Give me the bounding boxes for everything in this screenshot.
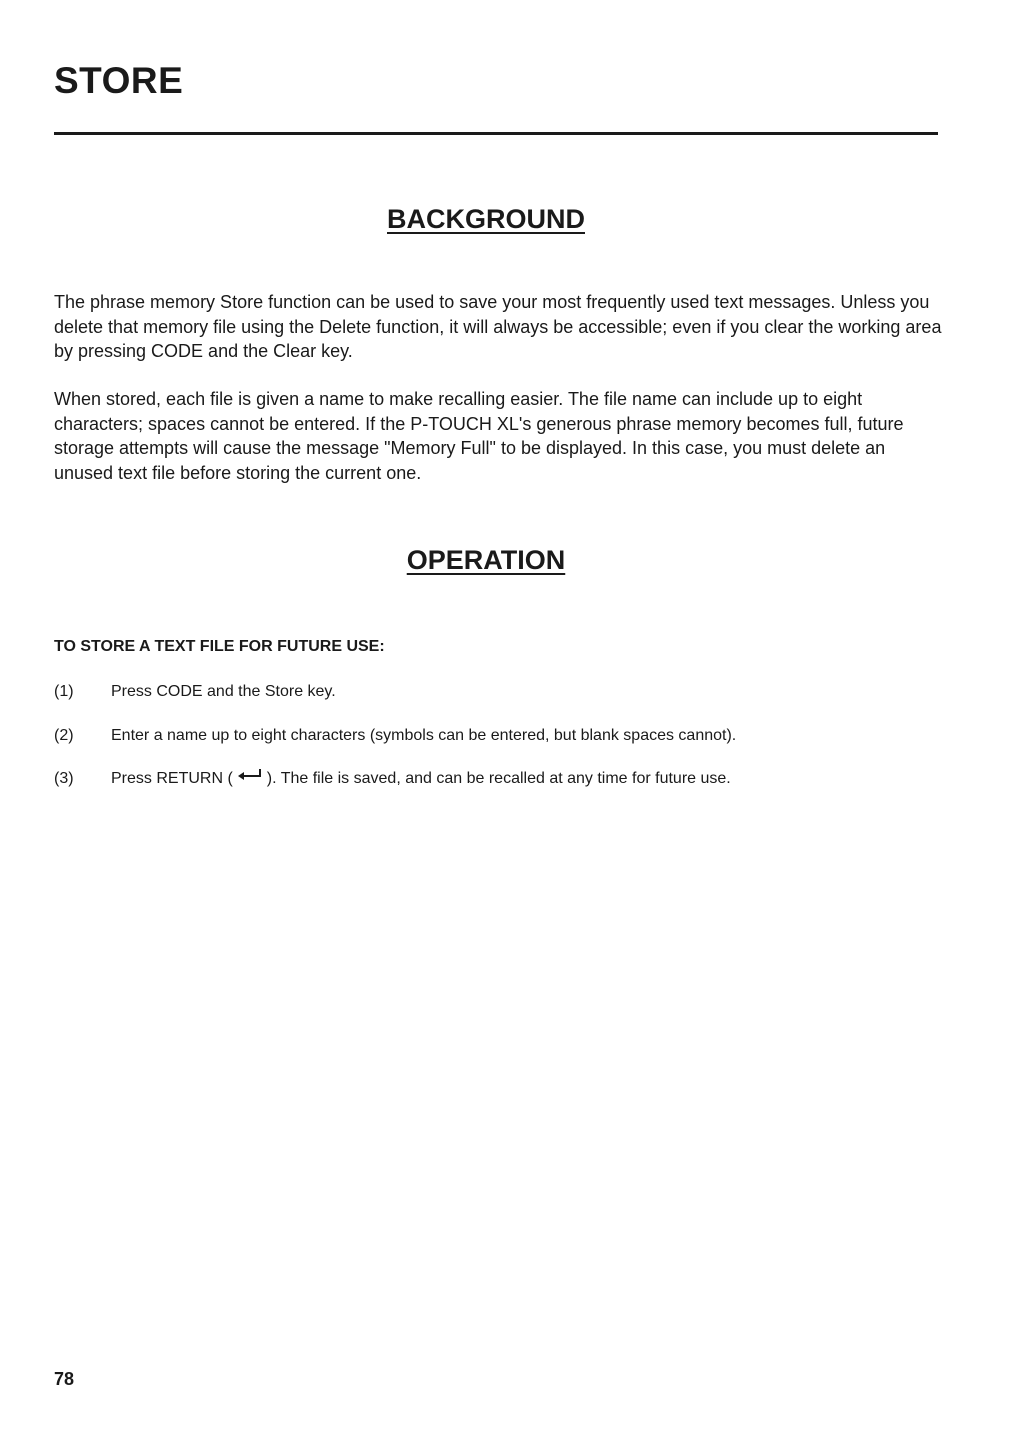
background-paragraph-1: The phrase memory Store function can be used to save your most frequently used text messages. Unless you delete that memory file using the Delete function, it will always be accessible; even if you clear the working area by pressing CODE and the Clear key. bbox=[54, 292, 942, 361]
step-text-before-icon: Press RETURN ( bbox=[111, 770, 233, 787]
step-text bbox=[111, 769, 731, 789]
page-title: STORE bbox=[54, 60, 184, 101]
step-text-after-icon: ). The file is saved, and can be recalled at any time for future use. bbox=[266, 770, 731, 787]
operation-heading: OPERATION bbox=[406, 545, 566, 575]
background-heading: BACKGROUND bbox=[387, 204, 585, 234]
title-divider bbox=[54, 132, 938, 135]
step-text: Enter a name up to eight characters (symbols can be entered, but blank spaces cannot). bbox=[111, 727, 737, 744]
step-text: Press CODE and the Store key. bbox=[111, 683, 336, 700]
page-number: 78 bbox=[54, 1369, 75, 1389]
step-number: (1) bbox=[54, 683, 74, 700]
step-number: (2) bbox=[54, 727, 74, 744]
background-paragraph-2: When stored, each file is given a name to make recalling easier. The file name can include up to eight characters; spaces cannot be entered. If the P-TOUCH XL's generous phrase memory becomes full, future storage attempts will cause the message "Memory Full" to be displayed. In this case, you must delete an unused text file before storing the current one. bbox=[54, 389, 904, 483]
return-key-icon bbox=[235, 767, 265, 787]
step-number: (3) bbox=[54, 770, 74, 787]
operation-subheading: TO STORE A TEXT FILE FOR FUTURE USE: bbox=[54, 638, 385, 655]
